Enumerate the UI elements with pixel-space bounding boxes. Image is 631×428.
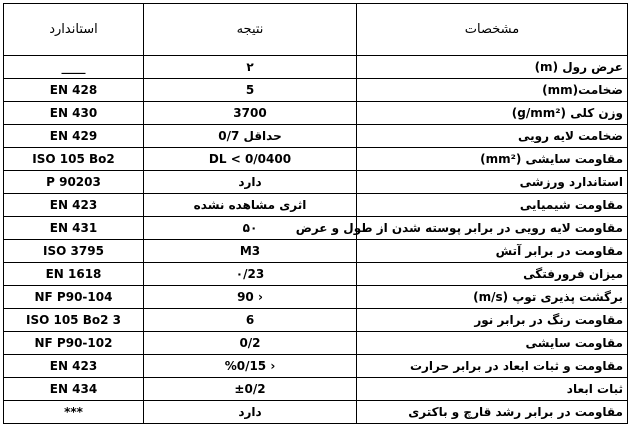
header-standard: استاندارد <box>4 4 144 56</box>
cell-result: 6 <box>144 309 357 332</box>
header-result: نتیجه <box>144 4 357 56</box>
cell-spec: ضخامت لایه رویی <box>357 125 628 148</box>
cell-standard: EN 423 <box>4 194 144 217</box>
cell-spec: مقاومت در برابر رشد قارچ و باکتری <box>357 401 628 424</box>
cell-spec: مقاومت و ثبات ابعاد در برابر حرارت <box>357 355 628 378</box>
spec-table-container <box>3 3 628 424</box>
table-row <box>4 240 628 263</box>
cell-standard: ISO 105 Bo2 3 <box>4 309 144 332</box>
header-spec: مشخصات <box>357 4 628 56</box>
cell-spec: وزن کلی (g/mm²) <box>357 102 628 125</box>
header-row <box>4 4 628 56</box>
cell-standard: ISO 3795 <box>4 240 144 263</box>
cell-result: 5 <box>144 79 357 102</box>
cell-standard: NF P90-102 <box>4 332 144 355</box>
cell-spec: مقاومت سایشی (mm²) <box>357 148 628 171</box>
table-row <box>4 401 628 424</box>
cell-spec: مقاومت شیمیایی <box>357 194 628 217</box>
table-row <box>4 171 628 194</box>
cell-standard: P 90203 <box>4 171 144 194</box>
cell-standard: EN 429 <box>4 125 144 148</box>
table-row <box>4 148 628 171</box>
cell-standard: EN 1618 <box>4 263 144 286</box>
cell-spec: برگشت پذیری توپ (m/s) <box>357 286 628 309</box>
table-row <box>4 355 628 378</box>
cell-spec: مقاومت لایه رویی در برابر پوسته شدن از طول و عرض <box>357 217 628 240</box>
cell-result: ۰/23 <box>144 263 357 286</box>
table-row <box>4 125 628 148</box>
cell-standard: EN 423 <box>4 355 144 378</box>
table-row <box>4 56 628 79</box>
cell-spec: مقاومت در برابر آتش <box>357 240 628 263</box>
cell-standard: ____ <box>4 56 144 79</box>
cell-result: دارد <box>144 401 357 424</box>
cell-result: M3 <box>144 240 357 263</box>
cell-spec: ضخامت(mm) <box>357 79 628 102</box>
cell-result: ۵۰ <box>144 217 357 240</box>
cell-standard: *** <box>4 401 144 424</box>
table-row <box>4 194 628 217</box>
cell-spec: استاندارد ورزشی <box>357 171 628 194</box>
cell-standard: EN 431 <box>4 217 144 240</box>
table-row <box>4 309 628 332</box>
table-body <box>4 56 628 424</box>
cell-spec: عرض رول (m) <box>357 56 628 79</box>
table-row <box>4 286 628 309</box>
cell-spec: ثبات ابعاد <box>357 378 628 401</box>
cell-spec: مقاومت رنگ در برابر نور <box>357 309 628 332</box>
cell-result: 0/2 <box>144 332 357 355</box>
cell-standard: EN 428 <box>4 79 144 102</box>
cell-standard: ISO 105 Bo2 <box>4 148 144 171</box>
cell-spec: میزان فرورفتگی <box>357 263 628 286</box>
table-row <box>4 79 628 102</box>
cell-result: DL < 0/0400 <box>144 148 357 171</box>
table-row <box>4 263 628 286</box>
cell-standard: NF P90-104 <box>4 286 144 309</box>
cell-result: 3700 <box>144 102 357 125</box>
cell-spec: مقاومت سایشی <box>357 332 628 355</box>
specification-table <box>3 3 628 424</box>
cell-standard: EN 434 <box>4 378 144 401</box>
cell-result: دارد <box>144 171 357 194</box>
cell-result: ±0/2 <box>144 378 357 401</box>
table-row <box>4 102 628 125</box>
cell-result: %0/15 › <box>144 355 357 378</box>
cell-result: 90 › <box>144 286 357 309</box>
cell-standard: EN 430 <box>4 102 144 125</box>
table-row <box>4 332 628 355</box>
cell-result: اثری مشاهده نشده <box>144 194 357 217</box>
table-row <box>4 378 628 401</box>
table-row <box>4 217 628 240</box>
cell-result: حداقل 0/7 <box>144 125 357 148</box>
cell-result: ۲ <box>144 56 357 79</box>
